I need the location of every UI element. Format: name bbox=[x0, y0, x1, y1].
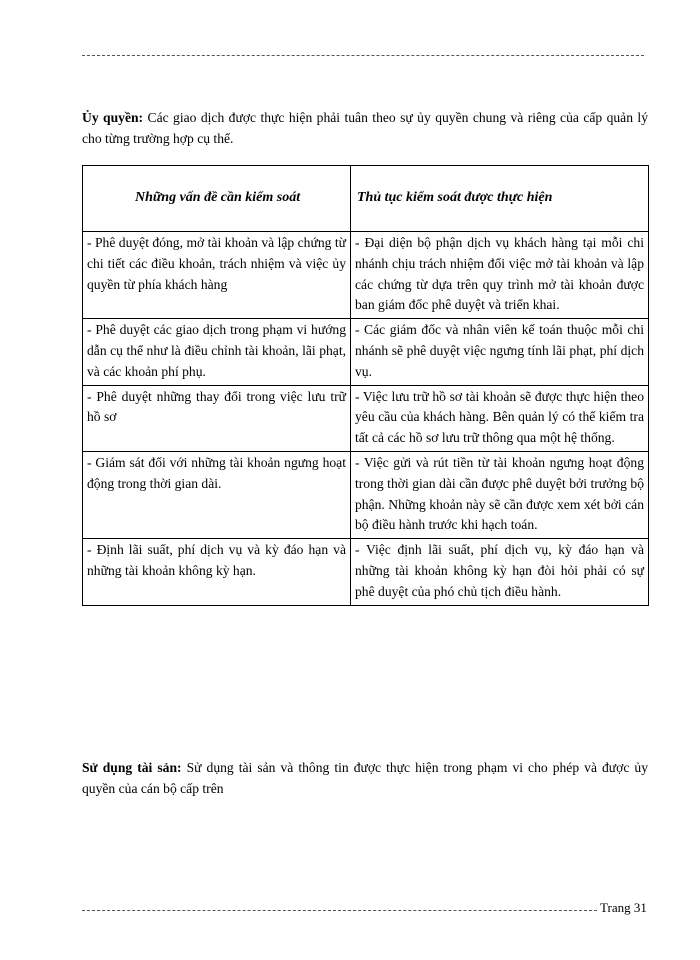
issue-cell: - Định lãi suất, phí dịch vụ và kỳ đáo hạn và những tài khoản không kỳ hạn. bbox=[83, 539, 351, 605]
table-row bbox=[83, 539, 649, 605]
asset-use-text: Sử dụng tài sản và thông tin được thực hiện trong phạm vi cho phép và được ủy quyền của cán bộ cấp trên bbox=[82, 760, 649, 796]
asset-use-paragraph bbox=[82, 757, 648, 799]
procedure-cell: - Việc định lãi suất, phí dịch vụ, kỳ đáo hạn và những tài khoản không kỳ hạn đòi hỏi phải có sự phê duyệt của phó chủ tịch điều hành. bbox=[351, 539, 649, 605]
issue-cell: - Phê duyệt các giao dịch trong phạm vi hướng dẫn cụ thể như là điều chỉnh tài khoản, lãi phạt, và các khoản phí phụ. bbox=[83, 319, 351, 385]
issue-cell: - Giám sát đối với những tài khoản ngưng hoạt động trong thời gian dài. bbox=[83, 451, 351, 538]
procedure-cell: - Việc gửi và rút tiền từ tài khoản ngưng hoạt động trong thời gian dài cần được phê duyệt bởi trưởng bộ phận. Những khoản này sẽ cần được xem xét bởi cán bộ điều hành trước khi hạch toán. bbox=[351, 451, 649, 538]
footer-divider bbox=[82, 910, 597, 911]
issue-cell: - Phê duyệt đóng, mở tài khoản và lập chứng từ chi tiết các điều khoản, trách nhiệm và việc ủy quyền từ phía khách hàng bbox=[83, 232, 351, 319]
authorization-label: Ủy quyền: bbox=[82, 110, 144, 125]
header-divider bbox=[82, 55, 644, 56]
page-number: Trang 31 bbox=[600, 900, 647, 915]
column-header-issues: Những vấn đề cần kiểm soát bbox=[83, 166, 351, 232]
table-row bbox=[83, 385, 649, 451]
procedure-cell: - Việc lưu trữ hồ sơ tài khoản sẽ được thực hiện theo yêu cầu của khách hàng. Bên quản lý có thể kiểm tra tất cả các hồ sơ lưu trữ thông qua một hệ thống. bbox=[351, 385, 649, 451]
column-header-procedures: Thủ tục kiểm soát được thực hiện bbox=[351, 166, 649, 232]
table-row bbox=[83, 319, 649, 385]
issue-cell: - Phê duyệt những thay đổi trong việc lưu trữ hồ sơ bbox=[83, 385, 351, 451]
asset-use-label: Sử dụng tài sản: bbox=[82, 760, 182, 775]
authorization-paragraph bbox=[82, 107, 648, 149]
procedure-cell: - Đại diện bộ phận dịch vụ khách hàng tại mỗi chi nhánh chịu trách nhiệm đối việc mở tài khoản và lập các chứng từ dựa trên quy trình mở tài khoản được ban giám đốc phê duyệt và triển khai. bbox=[351, 232, 649, 319]
table-row bbox=[83, 451, 649, 538]
control-table bbox=[82, 165, 649, 606]
table-header-row bbox=[83, 166, 649, 232]
table-row bbox=[83, 232, 649, 319]
procedure-cell: - Các giám đốc và nhân viên kế toán thuộc mỗi chi nhánh sẽ phê duyệt việc ngưng tính lãi phạt, phí dịch vụ. bbox=[351, 319, 649, 385]
authorization-text: Các giao dịch được thực hiện phải tuân theo sự ủy quyền chung và riêng của cấp quản lý cho từng trường hợp cụ thể. bbox=[82, 110, 648, 146]
